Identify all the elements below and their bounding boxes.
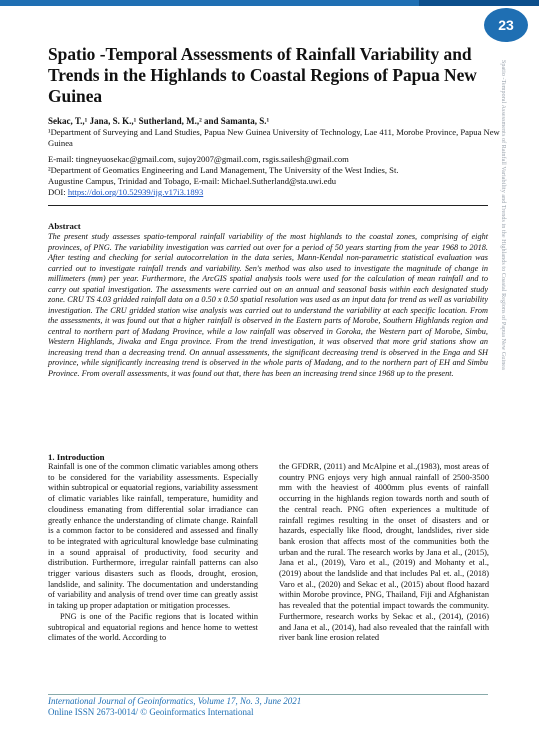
page-title: Spatio -Temporal Assessments of Rainfall Variability and Trends in the Highlands to Coastal Regions of Papua New Guinea <box>48 44 477 106</box>
affiliation-2-email: Augustine Campus, Trinidad and Tobago, E-mail: Michael.Sutherland@sta.uwi.edu <box>48 176 337 186</box>
affiliation-1-email: E-mail: tingneyuosekac@gmail.com, sujoy2007@gmail.com, rsgis.sailesh@gmail.com <box>48 154 349 164</box>
abstract-body: The present study assesses spatio-temporal rainfall variability of the most highlands to the coastal zones, comprising of eight provinces, of PNG. The variability investigation was carried out over for a period of 50 years starting from the year 1968 to 2018. After testing and checking for serial autocorrelation in the data series, Mann-Kendal non-parametric statistical evaluation was carried out to investigate rainfall trends and variability. Sen's method was also used to investigate the magnitude of change in millimeters (mm) per year. Furthermore, the ArcGIS spatial analysis tools were used for the calculation of mean rainfall and to carry out spatial investigation. The assessments were carried out on an annual and seasonal basis within each designated study zone. CRU TS 4.03 gridded rainfall data on a 0.50 x 0.50 spatial resolution was used as an input data for trend as well as variability investigation. The CRU gridded station wise analysis was carried out to understand the variability at each specific location. From the assessments, it was found out that a higher rainfall is observed in the Eastern parts of Morobe, Southern Highlands region and central to northern part of Madang Province, while a low rainfall was observed in Goroka, the Western part of Morobe, Simbu, Western Highlands, Jiwaka and Enga province. From the trend investigation, it was observed that more grid stations show an increasing trend than a decreasing trend. On annual assessments, the significant decreasing trend is observed in the Enga and SH province, while significantly increasing trend is observed in the whole parts of Madang, and to the northern part of EH and Simbu Province. From overall assessments, it was found out that, there has been an increasing trend since 1968 up to the present. <box>48 232 488 378</box>
top-color-bar-accent <box>419 0 539 6</box>
doi-label: DOI: <box>48 187 68 197</box>
abstract-heading: Abstract <box>48 221 81 231</box>
intro-paragraph-1: Rainfall is one of the common climatic variables among others to be considered for the variability assessments. Especially within subtropical or equatorial regions, variability assessment of climatic variables like rainfall, temperature, humidity and cloudiness emanating from differential solar irradiance can greatly enhance the understanding of climate change. Rainfall is a common factor to be considered and assessed and finally to be integrated with agricultural knowledge base culminating in a sound appraisal of productivity, food security and distribution. Furthermore, irregular rainfall patterns can also trigger various disasters such as floods, drought, erosion, landslide, and salinity. The documentation and understanding of variability and analysis of trend over time can greatly assist in taking up proper adaptation or mitigation processes. <box>48 462 258 611</box>
author-list: Sekac, T.,¹ Jana, S. K.,¹ Sutherland, M.,² and Samanta, S.¹ <box>48 116 270 126</box>
footer-issn: Online ISSN 2673-0014/ © Geoinformatics International <box>48 707 254 717</box>
affiliation-1: ¹Department of Surveying and Land Studies, Papua New Guinea University of Technology, Lae 411, Morobe Province, Papua New Guinea <box>48 127 500 149</box>
introduction-heading: 1. Introduction <box>48 452 105 462</box>
doi-link[interactable]: https://doi.org/10.52939/ijg.v17i3.1893 <box>67 187 204 197</box>
affiliation-2: ²Department of Geomatics Engineering and Land Management, The University of the West Indies, St. <box>48 165 399 175</box>
doi-line <box>48 187 508 198</box>
intro-paragraph-2: PNG is one of the Pacific regions that is located within subtropical and equatorial regions and hence home to wettest climates of the world. According to <box>48 611 258 643</box>
header-divider <box>48 205 488 206</box>
page-number-badge: 23 <box>484 8 528 42</box>
intro-paragraph-3: the GFDRR, (2011) and McAlpine et al.,(1983), most areas of country PNG enjoys very high annual rainfall of 2500-3500 mm with the heaviest of 4000mm plus events of rainfall occurring in the highlands region towards north and south of the central reach. PNG often experiences a multitude of rainfall regimes resulting in the onset of disasters and or hazards, especially like flood, drought, landslides, river side bank erosion that affects most of the communities both the urban and the rural. The research works by Jana et al., (2015), Jana et al., (2019), Varo et al., (2019) and Mohanty et al., (2019) about the landslide and that includes Pal et. al., (2018) Varo et al., (2020) and Sekac et al., (2015) about flood hazard within Morobe province, PNG, Thailand, Fiji and Afghanistan has revealed that the potential impact towards the community. Furthermore, research works by Sekac et al., (2014), (2016) and Jana et al., (2014), had also revealed that the rainfall with river bank line erosion related <box>279 462 489 643</box>
sidebar-running-title: Spatio -Temporal Assessments of Rainfall Variability and Trends in the Highlands to Coastal Regions of Papua New Guinea <box>500 60 506 370</box>
right-column <box>279 462 489 644</box>
footer-journal: International Journal of Geoinformatics, Volume 17, No. 3, June 2021 <box>48 696 302 706</box>
footer-divider <box>48 694 488 695</box>
left-column <box>48 462 258 644</box>
